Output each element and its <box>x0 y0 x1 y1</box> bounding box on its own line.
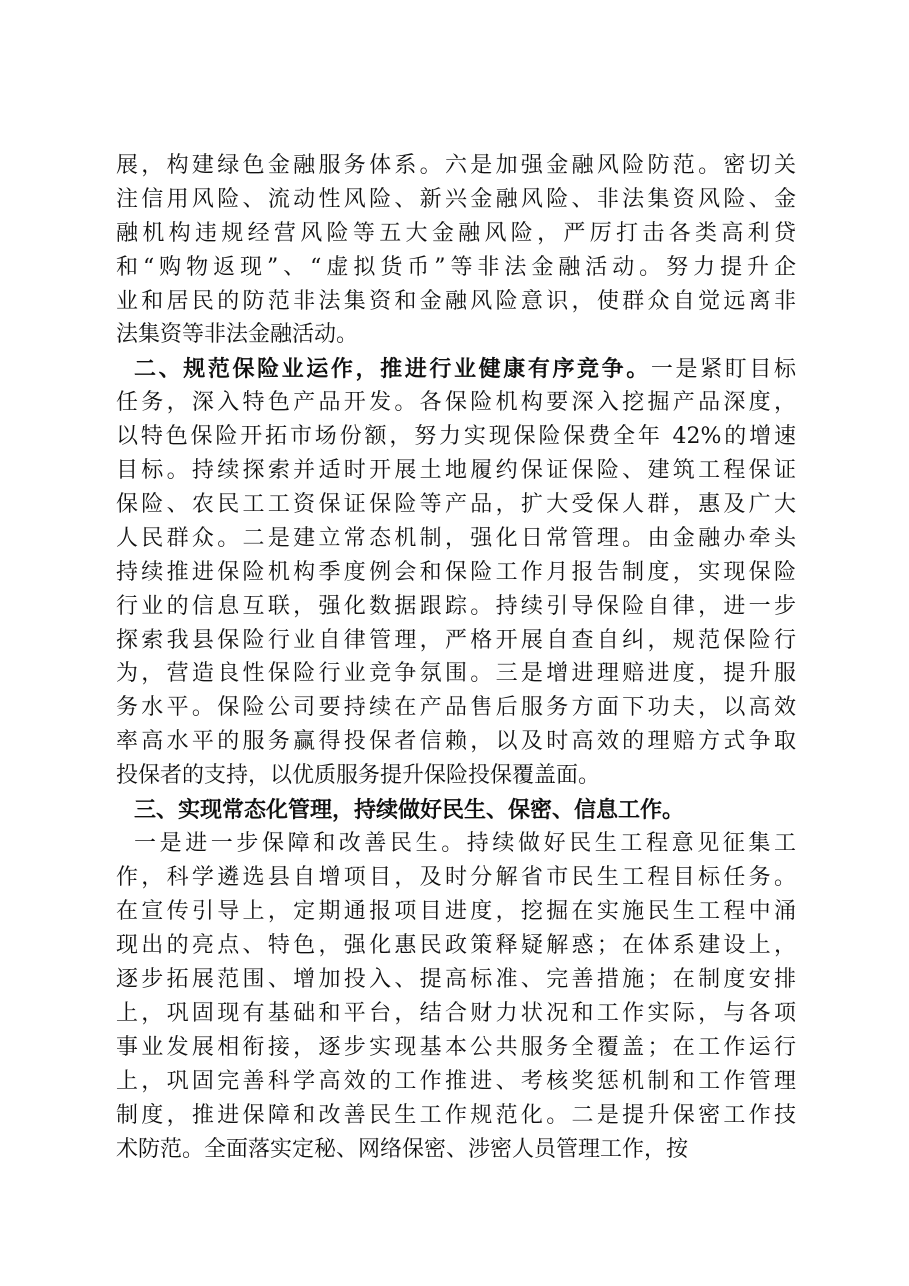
body-text: 持续推进保险机构季度例会和保险工作月报告制度，实现保险 <box>116 560 796 585</box>
body-text: 为，营造良性保险行业竞争氛围。三是增进理赔进度，提升服 <box>116 661 796 686</box>
body-text: 制度，推进保障和改善民生工作规范化。二是提升保密工作技 <box>116 1103 796 1128</box>
text-line <box>116 285 796 319</box>
text-line <box>116 488 796 522</box>
body-text: 率高水平的服务赢得投保者信赖，以及时高效的理赔方式争取 <box>116 729 796 754</box>
text-line <box>116 929 796 963</box>
body-text: 探索我县保险行业自律管理，严格开展自查自纠，规范保险行 <box>116 628 796 653</box>
body-text: 法集资等非法金融活动。 <box>116 322 359 347</box>
text-line <box>116 861 796 895</box>
text-line <box>116 963 796 997</box>
text-line <box>116 149 796 183</box>
body-text: 行业的信息互联，强化数据跟踪。持续引导保险自律，进一步 <box>116 594 796 619</box>
body-text: 业和居民的防范非法集资和金融风险意识，使群众自觉远离非 <box>116 289 796 314</box>
body-text: 在宣传引导上，定期通报项目进度，挖掘在实施民生工程中涌 <box>116 899 796 924</box>
body-text: 注信用风险、流动性风险、新兴金融风险、非法集资风险、金 <box>116 187 796 212</box>
text-line <box>116 590 796 624</box>
body-text: 术防范。全面落实定秘、网络保密、涉密人员管理工作，按 <box>116 1137 689 1162</box>
text-line <box>116 895 796 929</box>
text-line <box>134 793 796 827</box>
text-line <box>116 759 796 793</box>
text-line <box>134 827 796 861</box>
body-text: 现出的亮点、特色，强化惠民政策释疑解惑；在体系建设上， <box>116 933 796 958</box>
text-line <box>116 217 796 251</box>
body-text: 保险、农民工工资保证保险等产品，扩大受保人群，惠及广大 <box>116 492 796 517</box>
body-text: 一是紧盯目标 <box>650 357 796 382</box>
body-text: 务水平。保险公司要持续在产品售后服务方面下功夫，以高效 <box>116 695 796 720</box>
text-line <box>134 352 796 386</box>
text-line <box>116 522 796 556</box>
text-line <box>116 997 796 1031</box>
body-text: 以特色保险开拓市场份额，努力实现保险保费全年 42%的增速 <box>116 424 796 449</box>
body-text: 一是进一步保障和改善民生。持续做好民生工程意见征集工 <box>134 831 796 856</box>
body-text: 展，构建绿色金融服务体系。六是加强金融风险防范。密切关 <box>116 153 796 178</box>
text-line <box>116 454 796 488</box>
body-text: 作，科学遴选县自增项目，及时分解省市民生工程目标任务。 <box>116 865 796 890</box>
text-line <box>116 251 796 285</box>
text-line <box>116 318 796 352</box>
body-text: 上，巩固完善科学高效的工作推进、考核奖惩机制和工作管理 <box>116 1069 796 1094</box>
body-text: 目标。持续探索并适时开展土地履约保证保险、建筑工程保证 <box>116 458 796 483</box>
text-line <box>116 624 796 658</box>
body-text: 任务，深入特色产品开发。各保险机构要深入挖掘产品深度， <box>116 390 796 415</box>
text-line <box>116 1065 796 1099</box>
body-text: 和“购物返现”、“虚拟货币”等非法金融活动。努力提升企 <box>116 255 796 280</box>
text-line <box>116 183 796 217</box>
body-text: 人民群众。二是建立常态机制，强化日常管理。由金融办牵头 <box>116 526 796 551</box>
bold-heading-text: 三、实现常态化管理，持续做好民生、保密、信息工作。 <box>134 797 685 823</box>
text-line <box>116 691 796 725</box>
text-line <box>116 1133 796 1167</box>
bold-heading-text: 二、规范保险业运作，推进行业健康有序竞争。 <box>134 356 651 382</box>
body-text: 上，巩固现有基础和平台，结合财力状况和工作实际，与各项 <box>116 1001 796 1026</box>
text-line <box>116 725 796 759</box>
text-line <box>116 386 796 420</box>
body-text: 事业发展相衔接，逐步实现基本公共服务全覆盖；在工作运行 <box>116 1035 796 1060</box>
body-text: 逐步拓展范围、增加投入、提高标准、完善措施；在制度安排 <box>116 967 796 992</box>
text-line <box>116 1099 796 1133</box>
text-line <box>116 1031 796 1065</box>
body-text: 投保者的支持，以优质服务提升保险投保覆盖面。 <box>116 763 601 788</box>
body-text: 融机构违规经营风险等五大金融风险，严厉打击各类高利贷 <box>116 221 796 246</box>
text-line <box>116 556 796 590</box>
text-line <box>116 420 796 454</box>
text-line <box>116 657 796 691</box>
